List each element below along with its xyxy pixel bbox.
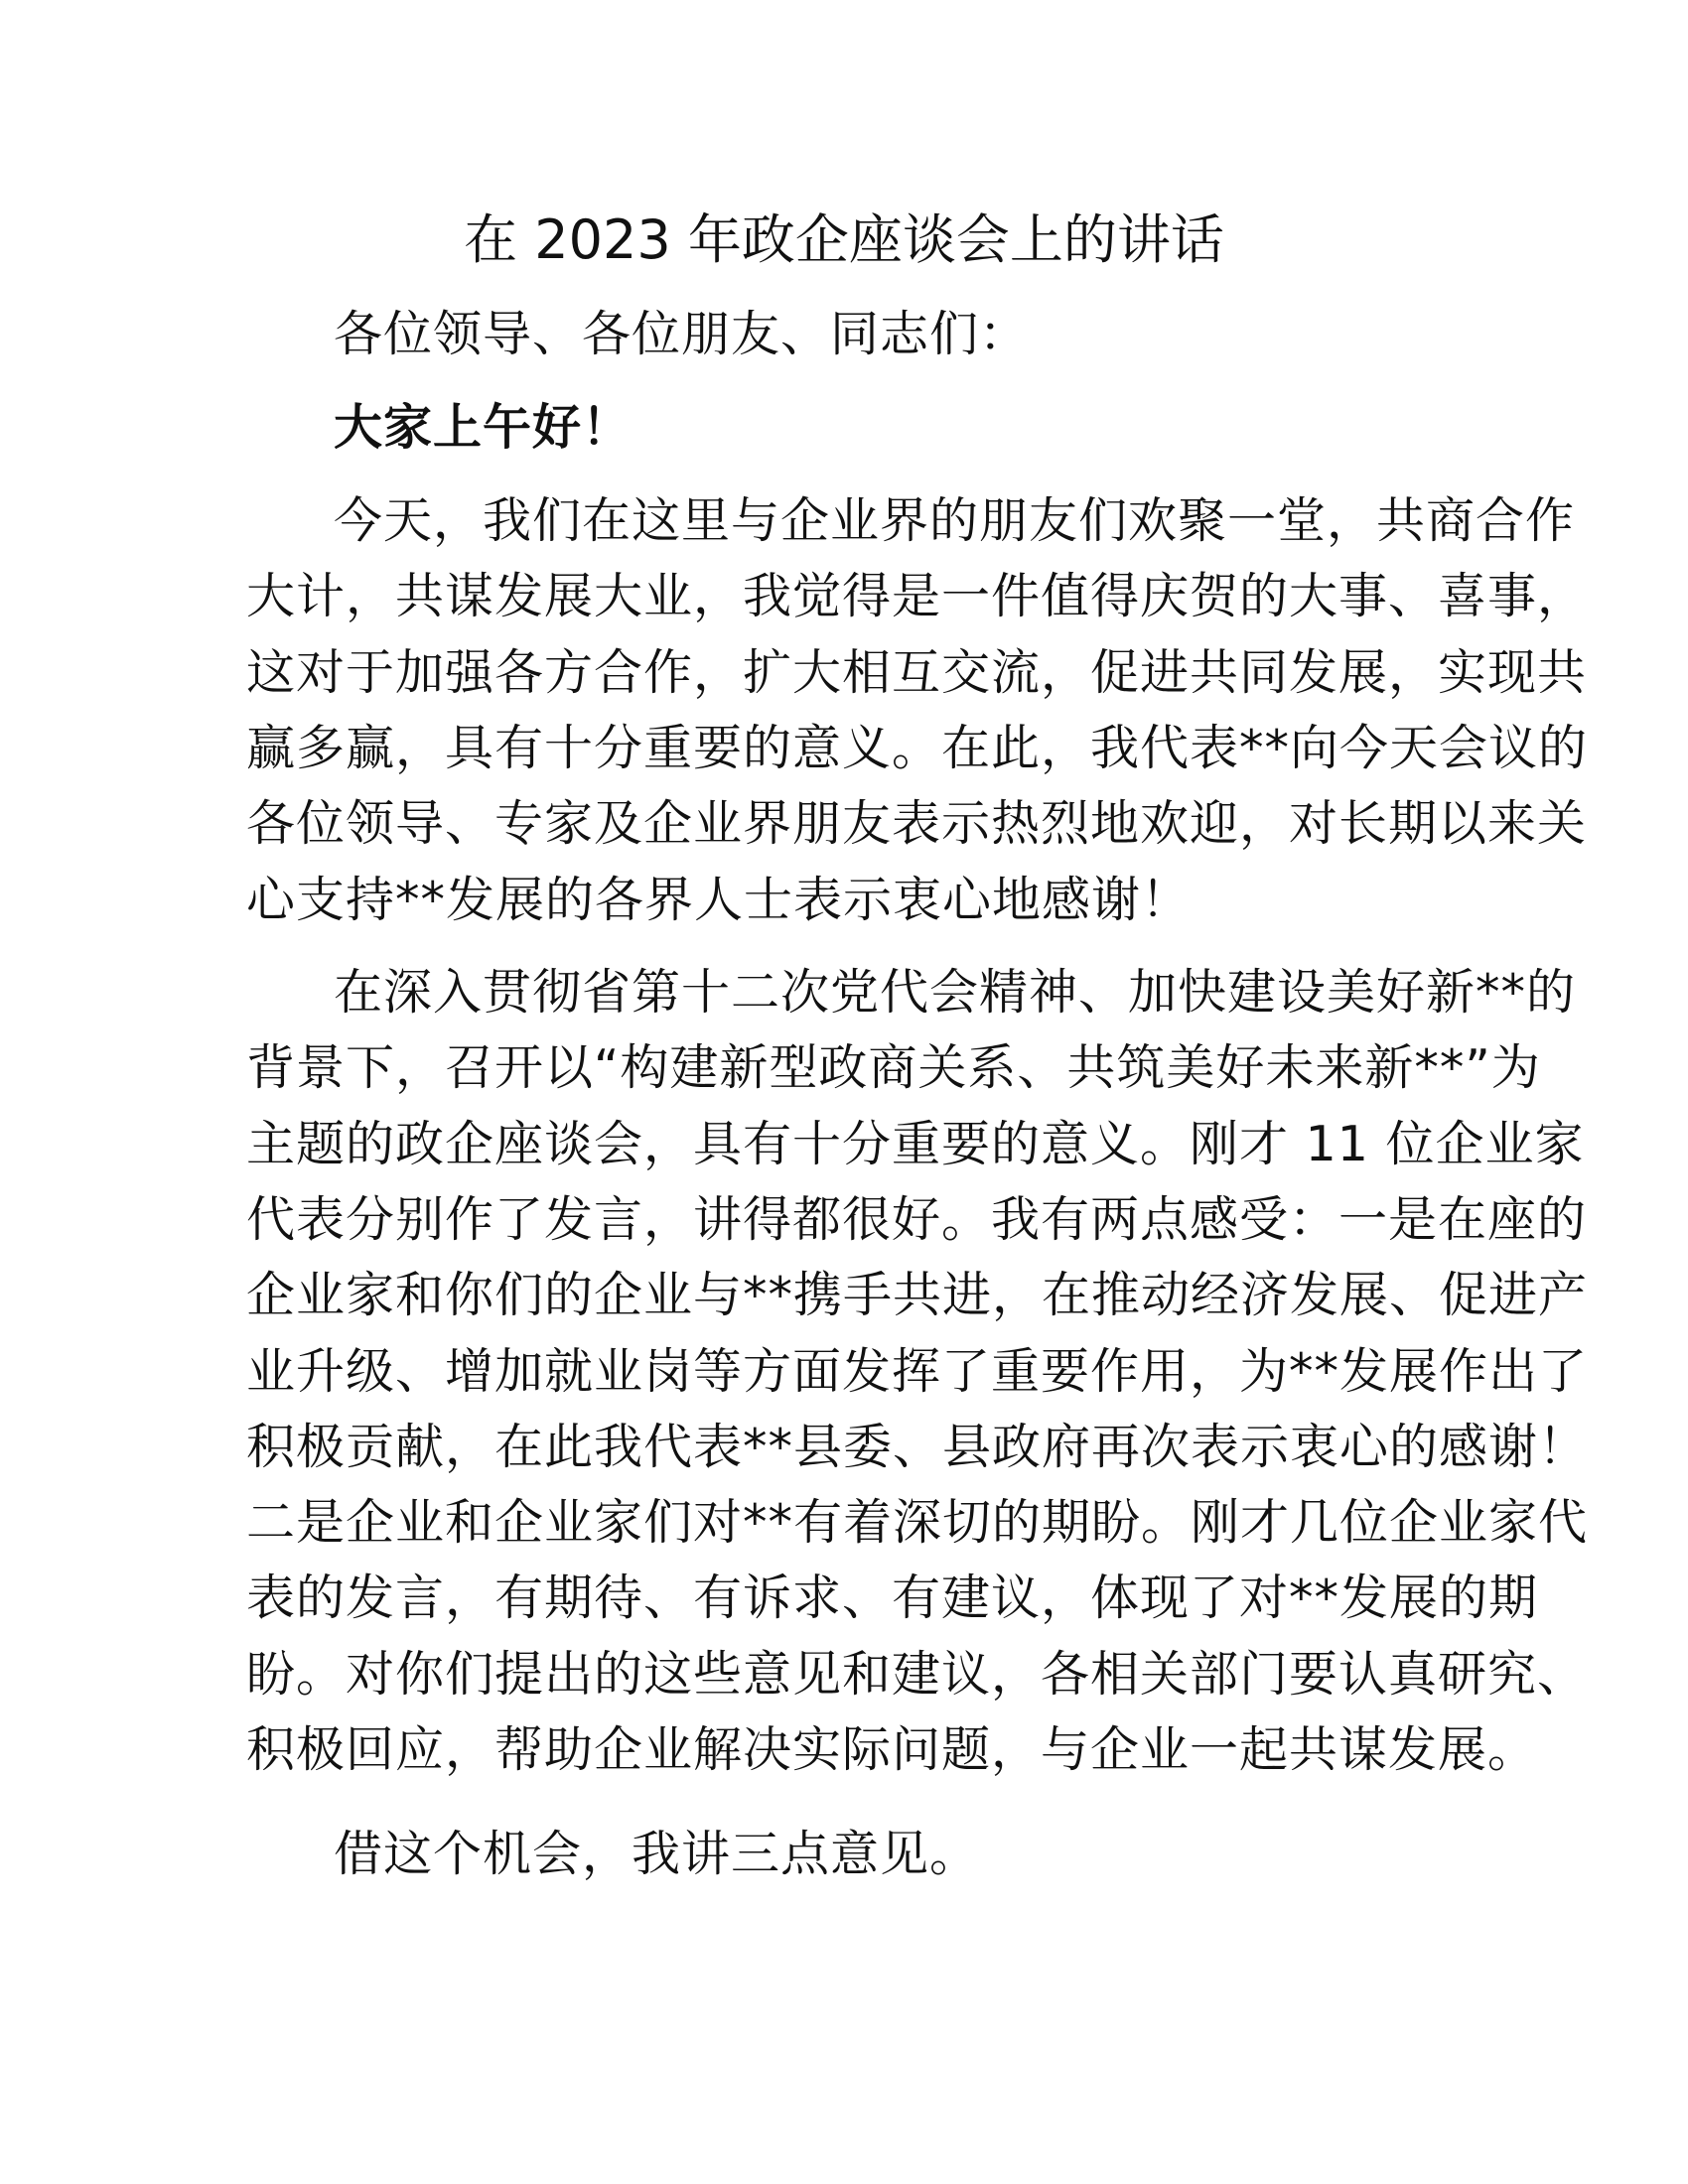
greeting: 大家上午好！ (334, 399, 633, 456)
document-title: 在 2023 年政企座谈会上的讲话 (464, 208, 1224, 271)
text-line: 代表分别作了发言，讲得都很好。我有两点感受：一是在座的 (246, 1191, 1588, 1248)
text-line: 表的发言，有期待、有诉求、有建议，体现了对**发展的期 (246, 1570, 1539, 1626)
text-line: 主题的政企座谈会，具有十分重要的意义。刚才 11 位企业家 (246, 1116, 1585, 1172)
text-line: 积极贡献，在此我代表**县委、县政府再次表示衷心的感谢！ (246, 1419, 1589, 1475)
text-line: 心支持**发展的各界人士表示衷心地感谢！ (246, 872, 1192, 928)
text-line: 这对于加强各方合作，扩大相互交流，促进共同发展，实现共 (246, 644, 1588, 701)
text-line: 业升级、增加就业岗等方面发挥了重要作用，为**发展作出了 (246, 1343, 1589, 1400)
text-line: 盼。对你们提出的这些意见和建议，各相关部门要认真研究、 (246, 1646, 1588, 1703)
text-line: 赢多赢，具有十分重要的意义。在此，我代表**向今天会议的 (246, 720, 1589, 776)
text-line: 大计，共谋发展大业，我觉得是一件值得庆贺的大事、喜事， (246, 568, 1588, 624)
text-line: 今天，我们在这里与企业界的朋友们欢聚一堂，共商合作 (334, 492, 1576, 549)
text-line: 积极回应，帮助企业解决实际问题，与企业一起共谋发展。 (246, 1721, 1538, 1778)
text-line: 企业家和你们的企业与**携手共进，在推动经济发展、促进产 (246, 1267, 1589, 1323)
paragraph-3: 借这个机会，我讲三点意见。 (334, 1826, 980, 1882)
text-line: 背景下，召开以“构建新型政商关系、共筑美好未来新**”为 (246, 1039, 1541, 1096)
salutation: 各位领导、各位朋友、同志们： (334, 306, 1030, 362)
text-line: 在深入贯彻省第十二次党代会精神、加快建设美好新**的 (334, 964, 1577, 1021)
text-line: 各位领导、专家及企业界朋友表示热烈地欢迎，对长期以来关 (246, 795, 1588, 852)
text-line: 二是企业和企业家们对**有着深切的期盼。刚才几位企业家代 (246, 1494, 1589, 1551)
